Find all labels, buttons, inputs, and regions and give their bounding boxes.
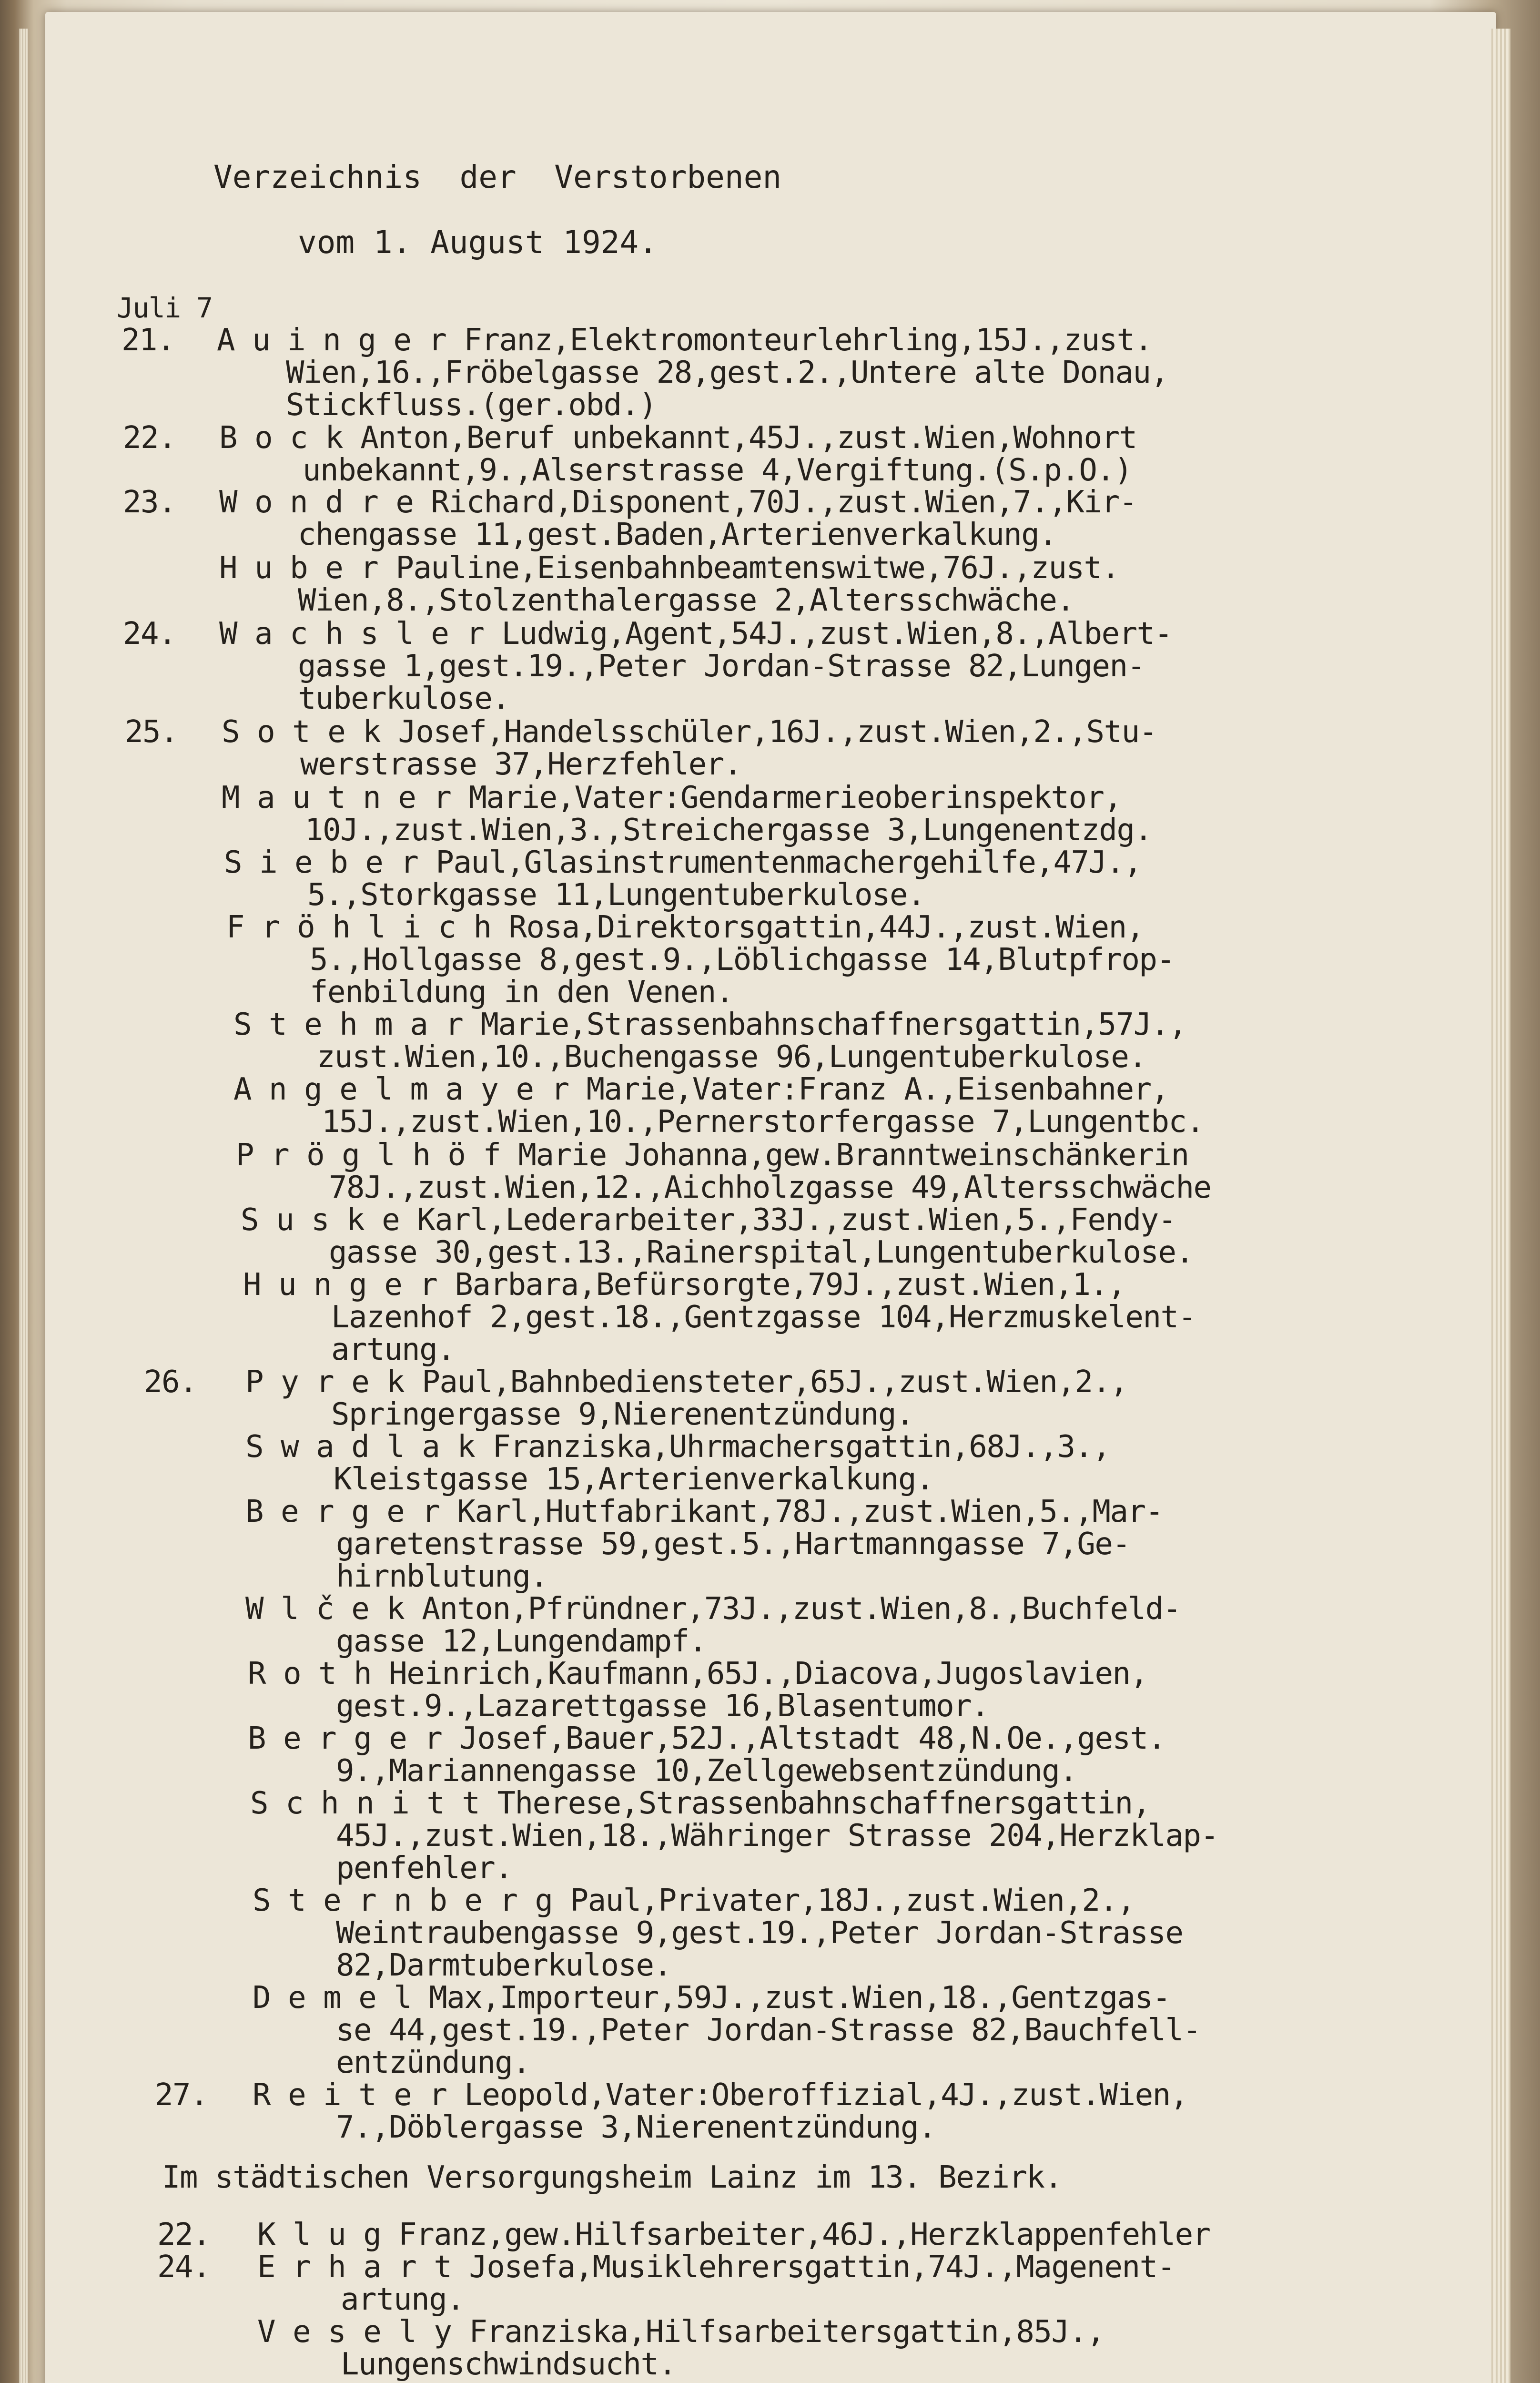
entry-line: S t e r n b e r g Paul,Privater,18J.,zust.Wien,2., (253, 1883, 1135, 1918)
entry-line: W l č e k Anton,Pfründner,73J.,zust.Wien,8.,Buchfeld- (245, 1591, 1181, 1627)
entry-line: artung. (341, 2282, 465, 2317)
entry-line: 45J.,zust.Wien,18.,Währinger Strasse 204,Herzklap- (336, 1818, 1218, 1853)
entry-line: hirnblutung. (336, 1559, 548, 1594)
entry-line: A u i n g e r Franz,Elektromonteurlehrling,15J.,zust. (217, 323, 1152, 358)
entry-line: 5.,Hollgasse 8,gest.9.,Löblichgasse 14,Blutpfrop- (310, 942, 1175, 978)
entry-line: garetenstrasse 59,gest.5.,Hartmanngasse 7,Ge- (336, 1527, 1130, 1562)
month-note: Juli 7 (117, 292, 213, 324)
day-number: 22. (123, 420, 176, 456)
entry-line: F r ö h l i c h Rosa,Direktorsgattin,44J.,zust.Wien, (226, 910, 1144, 945)
entry-line: S u s k e Karl,Lederarbeiter,33J.,zust.Wien,5.,Fendy- (241, 1202, 1176, 1238)
entry-line: zust.Wien,10.,Buchengasse 96,Lungentuberkulose. (317, 1039, 1146, 1075)
entry-line: B o c k Anton,Beruf unbekannt,45J.,zust.Wien,Wohnort (219, 420, 1137, 456)
entry-line: S c h n i t t Therese,Strassenbahnschaffnersgattin, (250, 1786, 1150, 1821)
day-number: 21. (122, 323, 175, 358)
entry-line: W a c h s l e r Ludwig,Agent,54J.,zust.Wien,8.,Albert- (219, 616, 1172, 652)
entry-line: R e i t e r Leopold,Vater:Oberoffizial,4J.,zust.Wien, (253, 2077, 1188, 2113)
entry-line: H u b e r Pauline,Eisenbahnbeamtenswitwe,76J.,zust. (219, 550, 1119, 586)
entry-line: unbekannt,9.,Alserstrasse 4,Vergiftung.(S.p.O.) (303, 453, 1132, 488)
entry-line: M a u t n e r Marie,Vater:Gendarmerieoberinspektor, (222, 780, 1122, 815)
entry-line: Springergasse 9,Nierenentzündung. (331, 1397, 914, 1432)
entry-line: Weintraubengasse 9,gest.19.,Peter Jordan-Strasse (336, 1915, 1183, 1951)
entry-line: chengasse 11,gest.Baden,Arterienverkalkung. (298, 517, 1057, 552)
entry-line: Wien,8.,Stolzenthalergasse 2,Altersschwäche. (298, 583, 1074, 618)
entry-line: Wien,16.,Fröbelgasse 28,gest.2.,Untere alte Donau, (286, 355, 1168, 390)
entry-line: S i e b e r Paul,Glasinstrumentenmachergehilfe,47J., (224, 845, 1142, 880)
entry-line: 15J.,zust.Wien,10.,Pernerstorfergasse 7,Lungentbc. (322, 1104, 1204, 1140)
entry-line: gasse 30,gest.13.,Rainerspital,Lungentuberkulose. (329, 1235, 1194, 1270)
entry-line: 9.,Mariannengasse 10,Zellgewebsentzündung. (336, 1753, 1077, 1789)
entry-line: tuberkulose. (298, 681, 510, 716)
entry-line: A n g e l m a y e r Marie,Vater:Franz A.,Eisenbahner, (233, 1072, 1169, 1107)
document-title: Verzeichnis der Verstorbenen (213, 159, 782, 195)
entry-line: W o n d r e Richard,Disponent,70J.,zust.Wien,7.,Kir- (219, 485, 1137, 520)
day-number: 25. (125, 714, 178, 750)
entry-line: S t e h m a r Marie,Strassenbahnschaffnersgattin,57J., (233, 1007, 1186, 1042)
entry-line: Kleistgasse 15,Arterienverkalkung. (334, 1462, 934, 1497)
entry-line: R o t h Heinrich,Kaufmann,65J.,Diacova,Jugoslavien, (248, 1656, 1148, 1691)
day-number: 22. (157, 2217, 211, 2252)
entry-line: gasse 12,Lungendampf. (336, 1624, 707, 1659)
entry-line: gest.9.,Lazarettgasse 16,Blasentumor. (336, 1689, 989, 1724)
entry-line: S o t e k Josef,Handelsschüler,16J.,zust.Wien,2.,Stu- (222, 714, 1157, 750)
entry-line: V e s e l y Franziska,Hilfsarbeitersgattin,85J., (257, 2314, 1104, 2350)
entry-line: K l u g Franz,gew.Hilfsarbeiter,46J.,Herzklappenfehler (257, 2217, 1210, 2252)
day-number: 23. (123, 485, 176, 520)
entry-line: B e r g e r Karl,Hutfabrikant,78J.,zust.Wien,5.,Mar- (245, 1494, 1163, 1529)
entry-line: P y r e k Paul,Bahnbediensteter,65J.,zust.Wien,2., (245, 1365, 1128, 1400)
entry-line: 5.,Storkgasse 11,Lungentuberkulose. (307, 877, 925, 913)
entry-line: E r h a r t Josefa,Musiklehrersgattin,74J.,Magenent- (257, 2250, 1175, 2285)
entry-line: B e r g e r Josef,Bauer,52J.,Altstadt 48,N.Oe.,gest. (248, 1721, 1165, 1756)
entry-line: H u n g e r Barbara,Befürsorgte,79J.,zust.Wien,1., (243, 1267, 1125, 1303)
day-number: 24. (157, 2250, 211, 2285)
entry-line: werstrasse 37,Herzfehler. (300, 747, 741, 782)
entry-line: penfehler. (336, 1851, 513, 1886)
day-number: 24. (123, 616, 176, 652)
document-subtitle: vom 1. August 1924. (298, 224, 658, 261)
entry-line: 7.,Döblergasse 3,Nierenentzündung. (336, 2110, 936, 2145)
entry-line: fenbildung in den Venen. (310, 975, 733, 1010)
entry-line: 82,Darmtuberkulose. (336, 1948, 671, 1983)
section-heading-lainz: Im städtischen Versorgungsheim Lainz im 13. Bezirk. (162, 2160, 1062, 2195)
entry-line: Stickfluss.(ger.obd.) (286, 387, 657, 423)
entry-line: Lazenhof 2,gest.18.,Gentzgasse 104,Herzmuskelent- (331, 1300, 1196, 1335)
entry-line: gasse 1,gest.19.,Peter Jordan-Strasse 82,Lungen- (298, 649, 1145, 684)
day-number: 27. (155, 2077, 208, 2113)
entry-line: Lungenschwindsucht. (341, 2347, 676, 2382)
entry-line: 78J.,zust.Wien,12.,Aichholzgasse 49,Altersschwäche (329, 1170, 1211, 1205)
entry-line: D e m e l Max,Importeur,59J.,zust.Wien,18.,Gentzgas- (253, 1980, 1170, 2016)
entry-line: se 44,gest.19.,Peter Jordan-Strasse 82,Bauchfell- (336, 2013, 1201, 2048)
entry-line: S w a d l a k Franziska,Uhrmachersgattin,68J.,3., (245, 1429, 1110, 1465)
entry-line: 10J.,zust.Wien,3.,Streichergasse 3,Lungenentzdg. (305, 813, 1152, 848)
entry-line: artung. (331, 1332, 455, 1367)
entry-line: entzündung. (336, 2045, 530, 2080)
entry-line: P r ö g l h ö f Marie Johanna,gew.Branntweinschänkerin (236, 1138, 1189, 1173)
day-number: 26. (144, 1365, 197, 1400)
